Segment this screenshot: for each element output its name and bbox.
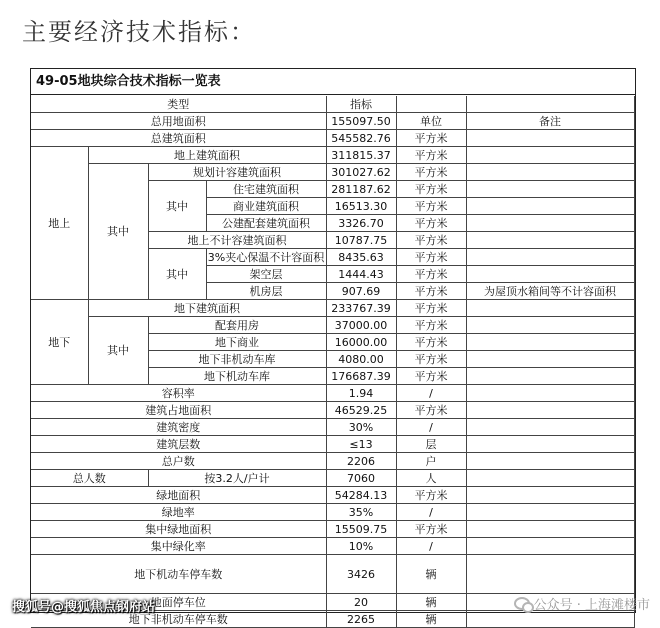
- table-cell: [466, 130, 634, 147]
- table-row: [31, 130, 634, 147]
- table-cell: 地下非机动车停车数: [31, 611, 326, 628]
- table-cell: 平方米: [396, 402, 466, 419]
- table-cell: 辆: [396, 594, 466, 611]
- indicator-sheet: [30, 68, 636, 626]
- table-cell: 总户数: [31, 453, 326, 470]
- table-cell: 311815.37: [326, 147, 396, 164]
- table-cell: 总建筑面积: [31, 130, 326, 147]
- table-row: [31, 300, 634, 317]
- wechat-watermark: [514, 594, 650, 613]
- table-cell: 平方米: [396, 317, 466, 334]
- table-cell: 地下机动车库: [148, 368, 326, 385]
- table-cell: 1.94: [326, 385, 396, 402]
- table-cell: 平方米: [396, 147, 466, 164]
- table-cell: 平方米: [396, 198, 466, 215]
- table-cell: 指标: [326, 96, 396, 113]
- table-cell: 平方米: [396, 266, 466, 283]
- table-title: 49-05地块综合技术指标一览表: [31, 69, 635, 95]
- sohu-watermark: 搜狐号@搜狐焦点钢府站: [12, 600, 156, 615]
- table-cell: 平方米: [396, 181, 466, 198]
- table-cell: [466, 181, 634, 198]
- table-cell: 平方米: [396, 334, 466, 351]
- table-cell: ≤13: [326, 436, 396, 453]
- table-row: [31, 521, 634, 538]
- table-cell: 20: [326, 594, 396, 611]
- table-cell: 301027.62: [326, 164, 396, 181]
- table-cell: [466, 300, 634, 317]
- table-cell: [466, 147, 634, 164]
- page-heading: 主要经济技术指标：: [22, 18, 256, 46]
- table-cell: /: [396, 419, 466, 436]
- table-cell: [466, 232, 634, 249]
- table-cell: 16513.30: [326, 198, 396, 215]
- table-cell: 平方米: [396, 521, 466, 538]
- table-cell: [466, 385, 634, 402]
- table-cell: /: [396, 538, 466, 555]
- table-cell: 地下机动车停车数: [31, 555, 326, 594]
- table-cell: 单位: [396, 113, 466, 130]
- table-cell: [466, 402, 634, 419]
- table-row: [31, 113, 634, 130]
- table-cell: 平方米: [396, 130, 466, 147]
- table-row: [31, 453, 634, 470]
- table-row: [31, 385, 634, 402]
- table-cell: 1444.43: [326, 266, 396, 283]
- table-cell: 16000.00: [326, 334, 396, 351]
- table-cell: 545582.76: [326, 130, 396, 147]
- table-cell: [466, 351, 634, 368]
- table-row: [31, 436, 634, 453]
- table-cell: 35%: [326, 504, 396, 521]
- table-cell: 架空层: [206, 266, 326, 283]
- table-cell: [466, 317, 634, 334]
- table-cell: 地上不计容建筑面积: [148, 232, 326, 249]
- table-cell: [466, 453, 634, 470]
- table-cell: 容积率: [31, 385, 326, 402]
- table-cell: 商业建筑面积: [206, 198, 326, 215]
- table-cell: 绿地面积: [31, 487, 326, 504]
- table-cell: 10%: [326, 538, 396, 555]
- table-row: [31, 555, 634, 594]
- table-cell: [466, 419, 634, 436]
- table-cell: [466, 538, 634, 555]
- table-cell: [396, 96, 466, 113]
- table-cell: 机房层: [206, 283, 326, 300]
- table-cell: [466, 470, 634, 487]
- table-cell: 人: [396, 470, 466, 487]
- table-cell: 平方米: [396, 215, 466, 232]
- table-cell: 平方米: [396, 351, 466, 368]
- table-cell: 平方米: [396, 300, 466, 317]
- table-cell: 总人数: [31, 470, 148, 487]
- table-row: [31, 419, 634, 436]
- table-row: [31, 402, 634, 419]
- table-cell: 辆: [396, 611, 466, 628]
- table-cell: 地下非机动车库: [148, 351, 326, 368]
- table-cell: 辆: [396, 555, 466, 594]
- table-cell: 其中: [148, 249, 206, 300]
- table-cell: 集中绿地面积: [31, 521, 326, 538]
- table-cell: 配套用房: [148, 317, 326, 334]
- table-row: [31, 96, 634, 113]
- table-cell: 4080.00: [326, 351, 396, 368]
- table-cell: [466, 266, 634, 283]
- table-cell: [466, 249, 634, 266]
- indicator-table: [31, 96, 635, 628]
- table-cell: 绿地率: [31, 504, 326, 521]
- table-cell: 类型: [31, 96, 326, 113]
- table-cell: 2206: [326, 453, 396, 470]
- table-cell: 建筑层数: [31, 436, 326, 453]
- table-cell: 54284.13: [326, 487, 396, 504]
- table-cell: 281187.62: [326, 181, 396, 198]
- table-cell: 平方米: [396, 232, 466, 249]
- table-cell: 地下建筑面积: [88, 300, 326, 317]
- table-cell: [466, 521, 634, 538]
- table-cell: 为屋顶水箱间等不计容面积: [466, 283, 634, 300]
- table-cell: 地下: [31, 300, 88, 385]
- table-cell: 3%夹心保温不计容面积: [207, 250, 325, 264]
- table-cell: 按3.2人/户计: [148, 470, 326, 487]
- table-cell: 其中: [148, 181, 206, 232]
- table-cell: 地面停车位: [31, 594, 326, 611]
- table-cell: [466, 164, 634, 181]
- table-row: [31, 470, 634, 487]
- wechat-icon: [514, 597, 530, 610]
- table-cell: 平方米: [396, 164, 466, 181]
- table-cell: [466, 215, 634, 232]
- table-cell: 建筑密度: [31, 419, 326, 436]
- table-cell: 平方米: [396, 283, 466, 300]
- table-cell: 地上建筑面积: [88, 147, 326, 164]
- table-cell: 176687.39: [326, 368, 396, 385]
- table-row: [31, 317, 634, 334]
- table-cell: 46529.25: [326, 402, 396, 419]
- table-cell: 公建配套建筑面积: [206, 215, 326, 232]
- table-cell: 户: [396, 453, 466, 470]
- table-cell: 3326.70: [326, 215, 396, 232]
- table-cell: 155097.50: [326, 113, 396, 130]
- table-cell: /: [396, 504, 466, 521]
- table-cell: 30%: [326, 419, 396, 436]
- table-cell: 7060: [326, 470, 396, 487]
- table-cell: 其中: [88, 317, 148, 385]
- table-row: [31, 147, 634, 164]
- table-cell: 平方米: [396, 368, 466, 385]
- table-cell: 总用地面积: [31, 113, 326, 130]
- table-cell: 地上: [31, 147, 88, 300]
- table-row: [31, 504, 634, 521]
- table-cell: 平方米: [396, 249, 466, 266]
- table-cell: [466, 487, 634, 504]
- table-cell: 233767.39: [326, 300, 396, 317]
- table-cell: 层: [396, 436, 466, 453]
- table-cell: 907.69: [326, 283, 396, 300]
- table-cell: 3426: [326, 555, 396, 594]
- table-cell: 其中: [88, 164, 148, 300]
- table-cell: [466, 504, 634, 521]
- table-row: [31, 164, 634, 181]
- table-cell: [466, 96, 634, 113]
- table-cell: 集中绿化率: [31, 538, 326, 555]
- table-row: [31, 487, 634, 504]
- table-cell: [466, 555, 634, 594]
- wechat-watermark-text: 公众号 · 上海滩楼市: [533, 598, 650, 613]
- table-cell: [466, 436, 634, 453]
- table-row: [31, 538, 634, 555]
- table-cell: /: [396, 385, 466, 402]
- table-cell: 备注: [466, 113, 634, 130]
- table-cell: 地下商业: [148, 334, 326, 351]
- table-cell: 建筑占地面积: [31, 402, 326, 419]
- table-cell: 2265: [326, 611, 396, 628]
- table-cell: [466, 334, 634, 351]
- table-cell: 15509.75: [326, 521, 396, 538]
- table-cell: [466, 198, 634, 215]
- table-cell: 37000.00: [326, 317, 396, 334]
- table-cell: 平方米: [396, 487, 466, 504]
- table-cell: [466, 368, 634, 385]
- table-cell: 规划计容建筑面积: [148, 164, 326, 181]
- table-cell: 8435.63: [326, 249, 396, 266]
- table-cell: 10787.75: [326, 232, 396, 249]
- table-cell: 住宅建筑面积: [206, 181, 326, 198]
